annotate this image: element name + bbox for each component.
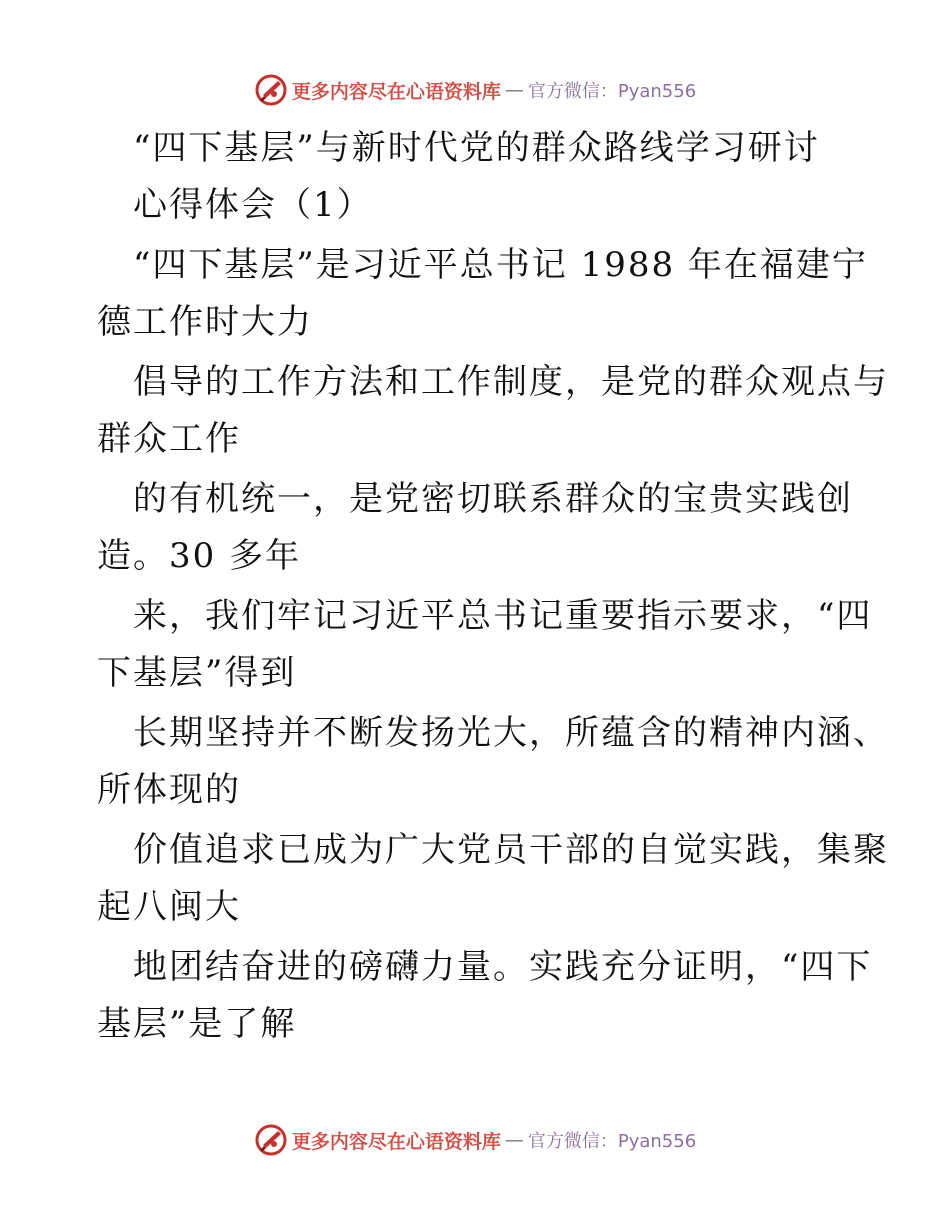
banner-main-text: 更多内容尽在心语资料库 <box>291 1130 501 1153</box>
document-title-line-1: “四下基层”与新时代党的群众路线学习研讨 <box>133 128 820 168</box>
banner-contact-text: 官方微信：Pyan556 <box>527 1131 697 1152</box>
paragraph-line: 长期坚持并不断发扬光大，所蕴含的精神内涵、 <box>133 713 889 753</box>
red-seal-logo-icon <box>254 73 288 107</box>
paragraph-line: 价值追求已成为广大党员干部的自觉实践，集聚 <box>133 830 889 870</box>
paragraph-line: 造。30 多年 <box>97 536 302 576</box>
paragraph-line: “四下基层”是习近平总书记 1988 年在福建宁 <box>133 245 868 285</box>
paragraph-line: 地团结奋进的磅礴力量。实践充分证明，“四下 <box>133 947 873 987</box>
paragraph-line: 所体现的 <box>97 770 241 810</box>
red-seal-logo-icon <box>254 1123 288 1157</box>
paragraph-line: 下基层”得到 <box>97 653 297 693</box>
paragraph-line: 基层”是了解 <box>97 1004 297 1044</box>
banner-separator: — <box>504 79 524 101</box>
banner-contact-text: 官方微信：Pyan556 <box>527 81 697 102</box>
paragraph-line: 来，我们牢记习近平总书记重要指示要求，“四 <box>133 596 873 636</box>
document-title-line-2: 心得体会（1） <box>133 185 373 225</box>
header-banner <box>0 70 950 110</box>
paragraph-line: 倡导的工作方法和工作制度，是党的群众观点与 <box>133 362 889 402</box>
paragraph-line: 的有机统一，是党密切联系群众的宝贵实践创 <box>133 479 853 519</box>
banner-separator: — <box>504 1129 524 1151</box>
footer-banner <box>0 1120 950 1160</box>
banner-main-text: 更多内容尽在心语资料库 <box>291 80 501 103</box>
paragraph-line: 群众工作 <box>97 419 241 459</box>
paragraph-line: 起八闽大 <box>97 887 241 927</box>
paragraph-line: 德工作时大力 <box>97 302 313 342</box>
